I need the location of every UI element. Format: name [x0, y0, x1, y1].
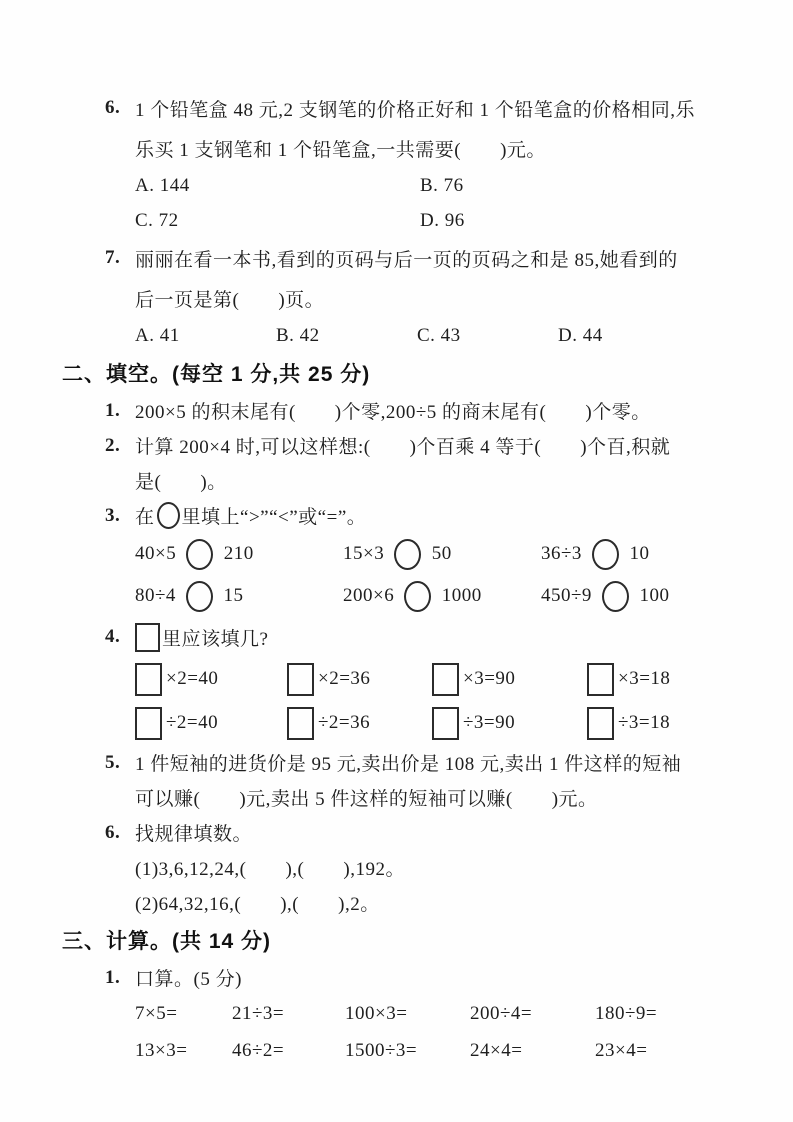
box-blank [587, 663, 614, 696]
question-7-option-c: C. 43 [417, 324, 461, 346]
question-6-option-b: B. 76 [420, 174, 464, 196]
fill-5-number: 5. [105, 751, 121, 773]
fill-3-prefix: 在 [135, 507, 155, 528]
question-6-option-d: D. 96 [420, 209, 465, 231]
circle-blank [186, 581, 213, 612]
fill-1 [105, 393, 723, 428]
comparison-right: 50 [426, 543, 452, 564]
fill-3-number: 3. [105, 504, 121, 526]
box-equation-text: ÷3=90 [463, 712, 516, 733]
circle-blank [602, 581, 629, 612]
box-equation [587, 707, 723, 740]
box-equation [287, 707, 432, 740]
circle-blank-icon [157, 502, 180, 529]
circle-blank [186, 539, 213, 570]
box-blank [432, 707, 459, 740]
comparison-left: 80÷4 [135, 585, 182, 606]
calc-item: 200÷4= [470, 1002, 533, 1024]
question-6-line-1: 1 个铅笔盒 48 元,2 支钢笔的价格正好和 1 个铅笔盒的价格相同,乐 [135, 99, 696, 121]
box-equation-text: ×3=90 [463, 668, 516, 689]
comparison-item [135, 539, 343, 570]
comparison-item [135, 581, 343, 612]
comparison-left: 40×5 [135, 543, 182, 564]
fill-4-number: 4. [105, 626, 121, 647]
comparison-left: 36÷3 [541, 543, 588, 564]
calc-item: 46÷2= [232, 1039, 285, 1061]
question-6-option-c: C. 72 [135, 209, 179, 231]
question-7-option-d: D. 44 [558, 324, 603, 346]
box-equation [287, 663, 432, 696]
box-equation [135, 707, 287, 740]
fill-5-line-2: 可以赚( )元,卖出 5 件这样的短袖可以赚( )元。 [135, 789, 598, 810]
question-7-option-a: A. 41 [135, 324, 180, 346]
calc-1-title: 口算。(5 分) [135, 969, 242, 990]
fill-2-line-1: 计算 200×4 时,可以这样想:( )个百乘 4 等于( )个百,积就 [135, 437, 671, 458]
comparison-item [343, 581, 541, 612]
box-blank [432, 663, 459, 696]
question-7-options-row [135, 318, 723, 353]
box-equation [432, 707, 587, 740]
box-blank [587, 707, 614, 740]
box-blank [135, 707, 162, 740]
box-blank-icon [135, 623, 160, 652]
fill-1-text: 200×5 的积末尾有( )个零,200÷5 的商末尾有( )个零。 [135, 402, 651, 423]
box-equation-text: ×3=18 [618, 668, 671, 689]
box-equation-text: ×2=36 [318, 668, 371, 689]
question-7-number: 7. [105, 247, 121, 268]
calc-row-1 [135, 995, 723, 1032]
fill-2-number: 2. [105, 434, 121, 456]
box-blank [135, 663, 162, 696]
circle-blank [404, 581, 431, 612]
fill-3-suffix: 里填上“>”“<”或“=”。 [181, 507, 367, 528]
question-6-number: 6. [105, 97, 121, 118]
fill-5-continued [135, 780, 723, 815]
comparison-item [541, 539, 723, 570]
fill-4-header [105, 617, 723, 657]
calc-item: 7×5= [135, 1002, 178, 1024]
fill-2-line-2: 是( )。 [135, 472, 227, 493]
box-equation-text: ÷3=18 [618, 712, 671, 733]
fill-2 [105, 428, 723, 463]
calc-item: 24×4= [470, 1039, 523, 1061]
comparison-item [541, 581, 723, 612]
box-equation [135, 663, 287, 696]
question-7-line-2: 后一页是第( )页。 [135, 289, 325, 311]
fill-6-sequence-2 [135, 885, 723, 920]
fill-3-row-1 [135, 533, 723, 575]
box-blank [287, 707, 314, 740]
question-7-option-b: B. 42 [276, 324, 320, 346]
fill-6-title: 找规律填数。 [135, 824, 253, 845]
calc-1-header [105, 960, 723, 995]
box-equation [587, 663, 723, 696]
fill-5 [105, 745, 723, 780]
question-7 [62, 238, 723, 353]
box-equation-text: ÷2=40 [166, 712, 219, 733]
comparison-right: 100 [634, 585, 670, 606]
box-blank [287, 663, 314, 696]
calc-item: 180÷9= [595, 1002, 658, 1024]
calc-item: 13×3= [135, 1039, 188, 1061]
question-6 [62, 88, 723, 238]
box-equation [432, 663, 587, 696]
question-6-options-row-1 [135, 168, 723, 203]
fill-6-header [105, 815, 723, 850]
comparison-right: 210 [218, 543, 254, 564]
fill-2-continued [135, 463, 723, 498]
calc-1-number: 1. [105, 966, 121, 988]
calc-item: 100×3= [345, 1002, 408, 1024]
calc-row-2 [135, 1032, 723, 1069]
fill-5-line-1: 1 件短袖的进货价是 95 元,卖出价是 108 元,卖出 1 件这样的短袖 [135, 754, 682, 775]
sequence-text: (2)64,32,16,( ),( ),2。 [135, 894, 380, 915]
fill-3-header [105, 498, 723, 533]
question-6-options-row-2 [135, 203, 723, 238]
fill-4-row-1 [135, 657, 723, 701]
comparison-left: 15×3 [343, 543, 390, 564]
comparison-right: 1000 [436, 585, 482, 606]
fill-4-suffix: 里应该填几? [162, 628, 269, 650]
circle-blank [592, 539, 619, 570]
question-6-line-2: 乐买 1 支钢笔和 1 个铅笔盒,一共需要( )元。 [135, 139, 546, 161]
fill-3-row-2 [135, 575, 723, 617]
box-equation-text: ×2=40 [166, 668, 219, 689]
comparison-right: 15 [218, 585, 244, 606]
calc-item: 23×4= [595, 1039, 648, 1061]
section-2-title: 二、填空。(每空 1 分,共 25 分) [62, 363, 371, 386]
comparison-right: 10 [624, 543, 650, 564]
fill-6-number: 6. [105, 821, 121, 843]
circle-blank [394, 539, 421, 570]
question-6-option-a: A. 144 [135, 174, 190, 196]
calc-item: 1500÷3= [345, 1039, 418, 1061]
box-equation-text: ÷2=36 [318, 712, 371, 733]
comparison-left: 200×6 [343, 585, 400, 606]
comparison-left: 450÷9 [541, 585, 598, 606]
section-3-title: 三、计算。(共 14 分) [62, 930, 272, 953]
fill-6-sequence-1 [135, 850, 723, 885]
comparison-item [343, 539, 541, 570]
sequence-text: (1)3,6,12,24,( ),( ),192。 [135, 859, 405, 880]
fill-1-number: 1. [105, 399, 121, 421]
fill-4-row-2 [135, 701, 723, 745]
question-7-line-1: 丽丽在看一本书,看到的页码与后一页的页码之和是 85,她看到的 [135, 249, 678, 271]
calc-item: 21÷3= [232, 1002, 285, 1024]
